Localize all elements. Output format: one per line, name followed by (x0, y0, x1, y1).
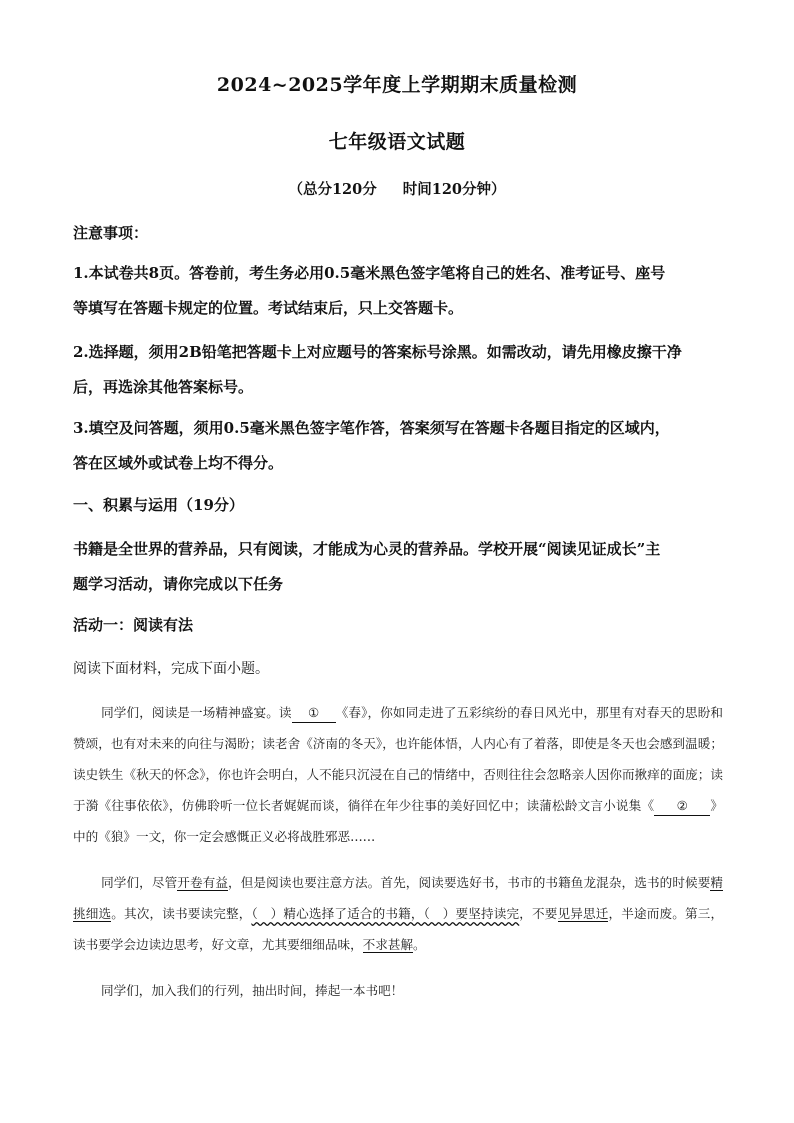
notice-item-2-line-1: 2.选择题，须用2B铅笔把答题卡上对应题号的答案标号涂黑。如需改动，请先用橡皮擦干净 (73, 343, 682, 361)
activity-1-heading: 活动一：阅读有法 (73, 616, 194, 634)
underlined-phrase: 不求甚解 (362, 937, 414, 952)
underlined-phrase: 见异思迁 (557, 906, 609, 921)
blank-2: ② (654, 797, 710, 816)
underlined-phrase: 开卷有益 (177, 875, 229, 890)
notice-item-3 (73, 411, 723, 481)
section-1-intro-line-1: 书籍是全世界的营养品，只有阅读，才能成为心灵的营养品。学校开展“阅读见证成长”主 (73, 540, 661, 558)
notice-heading: 注意事项： (73, 224, 149, 242)
passage-paragraph-2: 同学们，尽管开卷有益，但是阅读也要注意方法。首先，阅读要选好书，书市的书籍鱼龙混杂，选书的时候要精挑细选。其次，读书要读完整，（ ）精心选择了适合的书籍，（ ）要坚持读完，不要见异思迁，半途而废。第三，读书要学会边读边思考，好文章，尤其要细细品味，不求甚解。 (73, 875, 724, 952)
wavy-underlined-sentence: （ ）精心选择了适合的书籍，（ ）要坚持读完 (251, 906, 520, 921)
passage-paragraph-3: 同学们，加入我们的行列，抽出时间，捧起一本书吧！ (101, 983, 404, 998)
total-score: （总分120分 (288, 181, 377, 198)
notice-item-2-line-2: 后，再选涂其他答案标号。 (73, 378, 254, 396)
section-1-intro-line-2: 题学习活动，请你完成以下任务 (73, 575, 284, 593)
notice-item-3-line-1: 3.填空及问答题，须用0.5毫米黑色签字笔作答，答案须写在答题卡各题目指定的区域内， (73, 419, 670, 437)
exam-meta (0, 178, 794, 199)
notice-item-3-line-2: 答在区域外或试卷上均不得分。 (73, 454, 284, 472)
reading-instruction: 阅读下面材料，完成下面小题。 (73, 661, 269, 677)
notice-item-1 (73, 256, 723, 326)
blank-1: ① (292, 704, 336, 723)
notice-item-1-line-2: 等填写在答题卡规定的位置。考试结束后，只上交答题卡。 (73, 299, 464, 317)
section-1-intro (73, 532, 723, 602)
notice-item-1-line-1: 1.本试卷共8页。答卷前，考生务必用0.5毫米黑色签字笔将自己的姓名、准考证号、座号 (73, 264, 666, 282)
passage-paragraph-1: 同学们，阅读是一场精神盛宴。读 ① 《春》，你如同走进了五彩缤纷的春日风光中，那里有对春天的思盼和赞颂，也有对未来的向往与渴盼；读老舍《济南的冬天》，也许能体悟，人内心有了着落，即使是冬天也会感到温暖；读史铁生《秋天的怀念》，你也许会明白，人不能只沉浸在自己的情绪中，否则往往会忽略亲人因你而揪痒的面庞；读于漪《往事依依》，仿佛聆听一位长者娓娓而谈，徜徉在年少往事的美好回忆中；读蒲松龄文言小说集《 ② 》中的《狼》一文，你一定会感慨正义必将战胜邪恶…… (73, 705, 724, 844)
notice-item-2 (73, 335, 723, 405)
exam-time: 时间120分钟） (402, 181, 506, 198)
section-1-heading: 一、积累与运用（19分） (73, 496, 244, 514)
exam-title: 2024~2025学年度上学期期末质量检测 (216, 74, 578, 96)
underlined-phrase: 精挑细选 (73, 875, 724, 921)
exam-subtitle: 七年级语文试题 (328, 131, 466, 153)
